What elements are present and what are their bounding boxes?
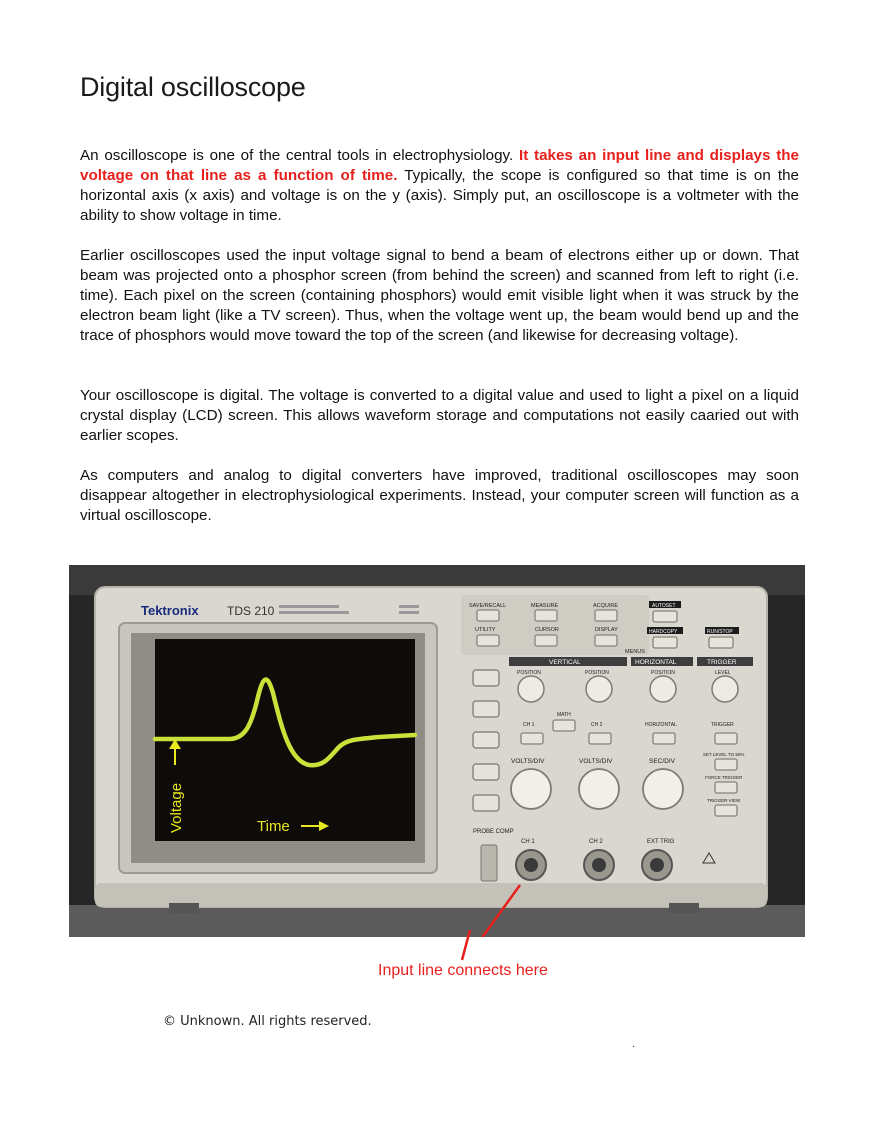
brand-label: Tektronix: [141, 603, 199, 618]
utility-label: UTILITY: [475, 627, 496, 633]
intro-highlight: It takes an input line and displays the voltage on that line as a function of time.: [80, 147, 799, 184]
ch2-volts-div-knob[interactable]: [579, 769, 619, 809]
horizontal-position-label: POSITION: [651, 670, 675, 676]
probe-comp-terminal[interactable]: [481, 845, 497, 881]
horizontal-menu-button[interactable]: [653, 733, 675, 744]
ch2-position-label: POSITION: [585, 670, 609, 676]
copyright-notice: © Unknown. All rights reserved.: [163, 1014, 372, 1029]
measure-label: MEASURE: [531, 603, 559, 609]
paragraph-intro: [80, 146, 799, 226]
trigger-section-label: TRIGGER: [707, 659, 737, 666]
paragraph-future: As computers and analog to digital converters have improved, traditional oscilloscopes may soon disappear altogether in electrophysiological experiments. Instead, your computer screen will function as a virtual oscilloscope.: [80, 467, 799, 524]
bezel-button-4[interactable]: [473, 764, 499, 780]
math-menu-label: MATH: [557, 712, 571, 718]
vertical-section-label: VERTICAL: [549, 659, 581, 666]
set-level-button[interactable]: [715, 759, 737, 770]
ch1-position-label: POSITION: [517, 670, 541, 676]
trigger-view-label: TRIGGER VIEW: [707, 798, 741, 803]
bezel-button-5[interactable]: [473, 795, 499, 811]
page-title: Digital oscilloscope: [80, 72, 306, 102]
save-recall-label: SAVE/RECALL: [469, 603, 507, 609]
oscilloscope-photo: [69, 565, 805, 937]
measure-button[interactable]: [535, 610, 557, 621]
trigger-level-knob[interactable]: [712, 676, 738, 702]
horizontal-position-knob[interactable]: [650, 676, 676, 702]
probe-comp-label: PROBE COMP: [473, 829, 514, 835]
ch1-menu-button[interactable]: [521, 733, 543, 744]
display-button[interactable]: [595, 635, 617, 646]
ch2-volts-div-label: VOLTS/DIV: [579, 758, 613, 765]
menus-label: MENUS: [625, 649, 645, 655]
ch2-position-knob[interactable]: [586, 676, 612, 702]
bezel-button-2[interactable]: [473, 701, 499, 717]
cursor-label: CURSOR: [535, 627, 559, 633]
trigger-menu-button[interactable]: [715, 733, 737, 744]
horizontal-section-label: HORIZONTAL: [635, 659, 677, 666]
paragraph-digital: Your oscilloscope is digital. The voltage is converted to a digital value and used to light a pixel on a liquid crystal display (LCD) screen. This allows waveform storage and computations not easily caaried out with earlier scopes.: [80, 387, 799, 444]
hardcopy-label: HARDCOPY: [649, 629, 678, 635]
ch1-volts-div-knob[interactable]: [511, 769, 551, 809]
run-stop-button[interactable]: [709, 637, 733, 648]
utility-button[interactable]: [477, 635, 499, 646]
cursor-button[interactable]: [535, 635, 557, 646]
bezel-button-3[interactable]: [473, 732, 499, 748]
force-trigger-button[interactable]: [715, 782, 737, 793]
ch1-volts-div-label: VOLTS/DIV: [511, 758, 545, 765]
sec-div-label: SEC/DIV: [649, 758, 676, 765]
trigger-menu-label: TRIGGER: [711, 722, 734, 728]
horizontal-menu-label: HORIZONTAL: [645, 722, 677, 728]
ch2-menu-label: CH 2: [591, 722, 603, 728]
hardcopy-button[interactable]: [653, 637, 677, 648]
trigger-view-button[interactable]: [715, 805, 737, 816]
run-stop-label: RUN/STOP: [707, 629, 733, 635]
ext-trig-label: EXT TRIG: [647, 839, 675, 845]
display-label: DISPLAY: [595, 627, 618, 633]
autoset-button[interactable]: [653, 611, 677, 622]
bezel-button-1[interactable]: [473, 670, 499, 686]
intro-text-start: An oscilloscope is one of the central tools in electrophysiology.: [80, 147, 519, 164]
acquire-button[interactable]: [595, 610, 617, 621]
ch2-input-label: CH 2: [589, 839, 603, 845]
figure-caption: Input line connects here: [378, 962, 548, 979]
time-label: Time: [257, 818, 290, 835]
force-trigger-label: FORCE TRIGGER: [705, 775, 743, 780]
paragraph-analog: Earlier oscilloscopes used the input voltage signal to bend a beam of electrons either up or down. That beam was projected onto a phosphor screen (from behind the screen) and scanned from left to right (i.e. time). Each pixel on the screen (containing phosphors) would emit visible light when it was struck by the electron beam light (like a TV screen). Thus, when the voltage went up, the beam would bend up and the trace of phosphors would move toward the top of the screen (and likewise for decreasing voltage).: [80, 247, 799, 344]
save-recall-button[interactable]: [477, 610, 499, 621]
set-level-label: SET LEVEL TO 50%: [703, 752, 745, 757]
intro-text-end: Typically, the scope is configured so that time is on the horizontal axis (x axis) and voltage is on the y (axis). Simply put, an oscilloscope is a voltmeter with the ability to show voltage in time.: [80, 167, 800, 224]
ch1-position-knob[interactable]: [518, 676, 544, 702]
sec-div-knob[interactable]: [643, 769, 683, 809]
autoset-label: AUTOSET: [652, 603, 676, 609]
acquire-label: ACQUIRE: [593, 603, 619, 609]
ch2-menu-button[interactable]: [589, 733, 611, 744]
voltage-label: Voltage: [168, 782, 185, 833]
model-label: TDS 210: [227, 604, 275, 618]
math-menu-button[interactable]: [553, 720, 575, 731]
ch1-menu-label: CH 1: [523, 722, 535, 728]
footer-mark: .: [632, 1038, 636, 1050]
ch1-input-label: CH 1: [521, 839, 535, 845]
trigger-level-label: LEVEL: [715, 670, 731, 676]
